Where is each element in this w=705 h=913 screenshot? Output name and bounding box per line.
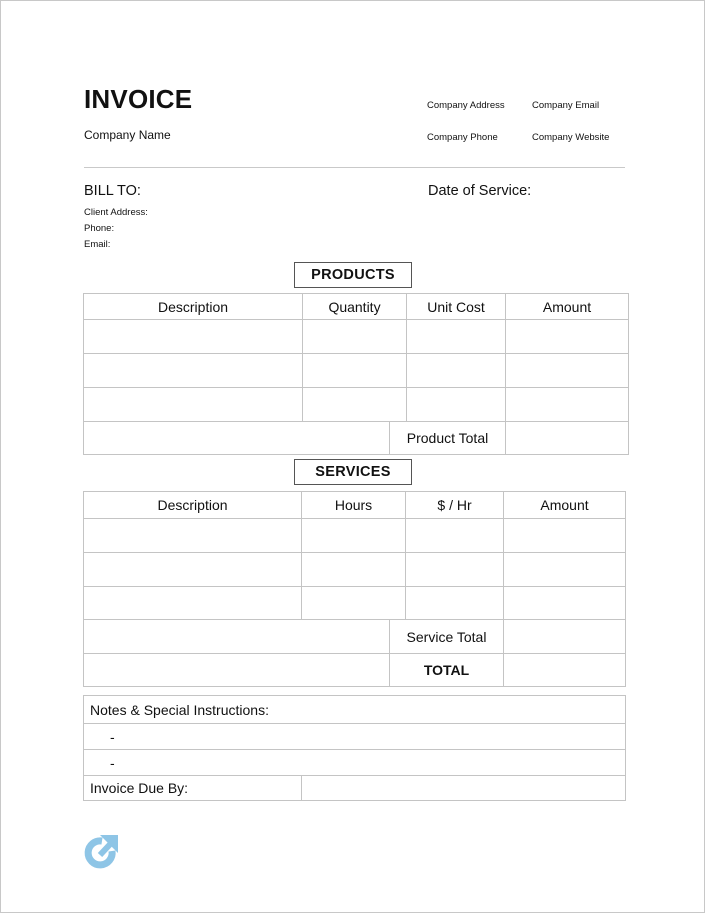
header-divider: [84, 167, 625, 168]
table-row: [84, 320, 629, 354]
table-cell[interactable]: [84, 320, 303, 354]
table-row: [84, 587, 626, 620]
table-cell[interactable]: [406, 519, 504, 553]
services-header-row: [84, 492, 626, 519]
table-cell[interactable]: [84, 587, 302, 620]
notes-title: Notes & Special Instructions:: [84, 696, 626, 724]
table-cell[interactable]: [506, 354, 629, 388]
table-cell[interactable]: [506, 320, 629, 354]
column-header: Amount: [506, 294, 629, 320]
notes-table: [83, 695, 626, 801]
invoice-title: INVOICE: [84, 84, 193, 114]
table-row: [84, 553, 626, 587]
table-cell[interactable]: [406, 587, 504, 620]
table-cell[interactable]: [303, 388, 407, 422]
service-total-value[interactable]: [504, 620, 626, 654]
date-of-service-label: Date of Service:: [428, 183, 532, 199]
products-heading: PRODUCTS: [294, 262, 412, 288]
company-name: Company Name: [84, 128, 171, 142]
circular-arrow-logo-icon: [83, 834, 119, 872]
table-cell[interactable]: [303, 320, 407, 354]
table-cell[interactable]: [407, 354, 506, 388]
table-cell[interactable]: [84, 553, 302, 587]
table-cell[interactable]: [504, 519, 626, 553]
table-cell[interactable]: [302, 587, 406, 620]
table-cell[interactable]: [84, 519, 302, 553]
column-header: $ / Hr: [406, 492, 504, 519]
column-header: Quantity: [303, 294, 407, 320]
products-header-row: [84, 294, 629, 320]
grand-total-value[interactable]: [504, 654, 626, 687]
products-table: [83, 293, 629, 455]
grand-total-row: [84, 654, 626, 687]
product-total-value[interactable]: [506, 422, 629, 455]
notes-header-row: [84, 696, 626, 724]
column-header: Hours: [302, 492, 406, 519]
table-cell: [84, 620, 390, 654]
notes-line: [84, 724, 626, 750]
company-email: Company Email: [532, 100, 600, 111]
table-cell[interactable]: [302, 519, 406, 553]
notes-bullet[interactable]: -: [84, 724, 626, 750]
column-header: Description: [84, 492, 302, 519]
table-row: [84, 354, 629, 388]
client-address-label: Client Address:: [84, 207, 148, 218]
table-cell[interactable]: [302, 553, 406, 587]
column-header: Unit Cost: [407, 294, 506, 320]
client-email-label: Email:: [84, 239, 111, 250]
service-total-row: [84, 620, 626, 654]
client-phone-label: Phone:: [84, 223, 115, 234]
notes-bullet[interactable]: -: [84, 750, 626, 776]
column-header: Description: [84, 294, 303, 320]
table-cell[interactable]: [407, 388, 506, 422]
company-phone: Company Phone: [427, 132, 498, 143]
grand-total-label: TOTAL: [390, 654, 504, 687]
table-cell[interactable]: [506, 388, 629, 422]
table-cell[interactable]: [504, 587, 626, 620]
column-header: Amount: [504, 492, 626, 519]
table-cell[interactable]: [303, 354, 407, 388]
table-cell[interactable]: [504, 553, 626, 587]
services-table: [83, 491, 626, 687]
company-website: Company Website: [532, 132, 610, 143]
table-cell[interactable]: [406, 553, 504, 587]
table-cell[interactable]: [407, 320, 506, 354]
table-cell[interactable]: [84, 388, 303, 422]
table-cell: [84, 422, 390, 455]
table-cell[interactable]: [84, 354, 303, 388]
service-total-label: Service Total: [390, 620, 504, 654]
bill-to-label: BILL TO:: [84, 183, 141, 199]
due-by-value[interactable]: [302, 776, 626, 801]
notes-line: [84, 750, 626, 776]
services-heading: SERVICES: [294, 459, 412, 485]
product-total-row: [84, 422, 629, 455]
table-row: [84, 519, 626, 553]
product-total-label: Product Total: [390, 422, 506, 455]
due-by-label: Invoice Due By:: [84, 776, 302, 801]
table-row: [84, 388, 629, 422]
table-cell: [84, 654, 390, 687]
due-by-row: [84, 776, 626, 801]
company-address: Company Address: [427, 100, 505, 111]
